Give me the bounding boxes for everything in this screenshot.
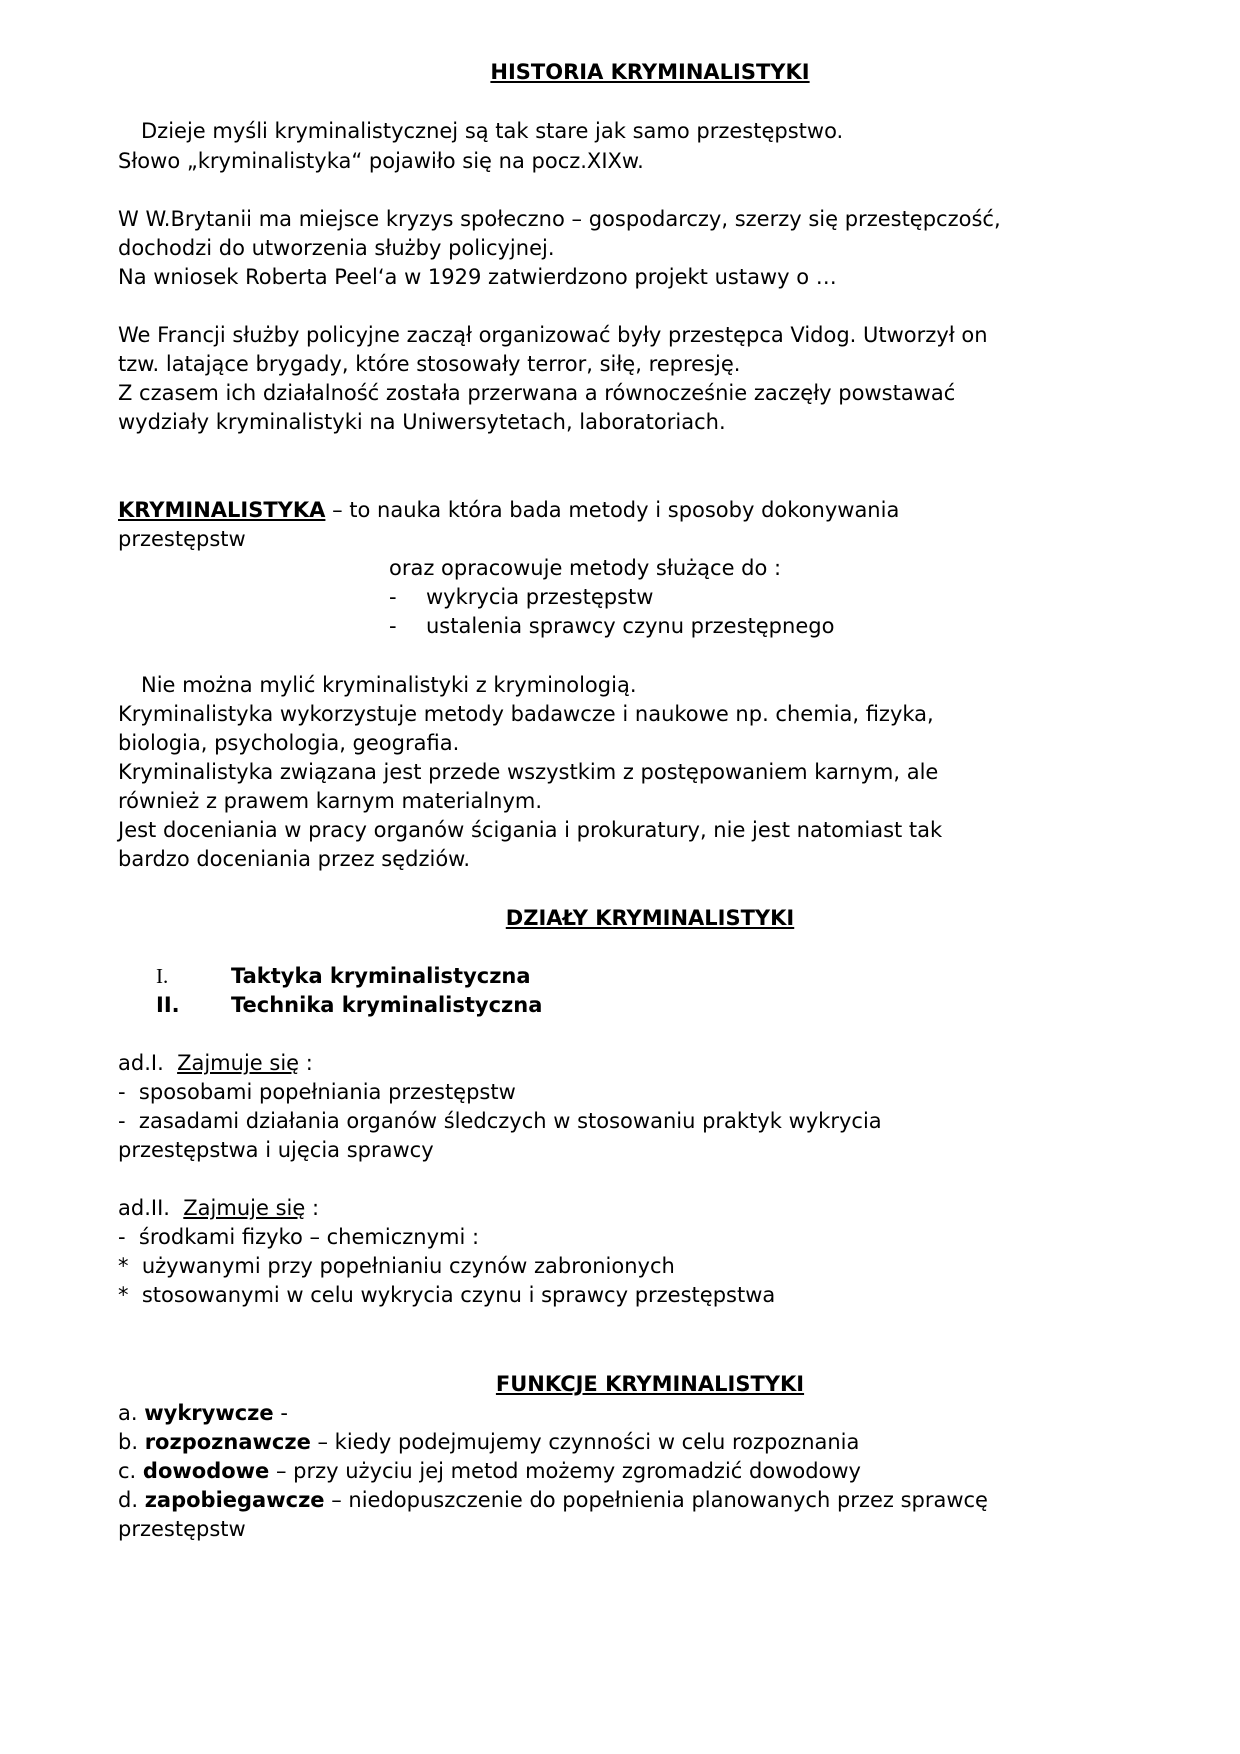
definition-term: KRYMINALISTYKA — [118, 498, 326, 522]
branch-number: II. — [156, 993, 180, 1017]
function-text: - — [273, 1401, 288, 1425]
paragraph-line: bardzo doceniania przez sędziów. — [118, 847, 471, 871]
bullet-dash: - — [389, 614, 397, 638]
branch-label: Taktyka kryminalistyczna — [231, 964, 531, 988]
paragraph-line: biologia, psychologia, geografia. — [118, 731, 460, 755]
paragraph-line: Na wniosek Roberta Peel‘a w 1929 zatwierdzono projekt ustawy o … — [118, 265, 837, 289]
section-heading-branches: DZIAŁY KRYMINALISTYKI — [505, 906, 795, 930]
paragraph-line: Jest doceniania w pracy organów ścigania i prokuratury, nie jest natomiast tak — [118, 818, 943, 842]
paragraph-line: W W.Brytanii ma miejsce kryzys społeczno – gospodarczy, szerzy się przestępczość, — [118, 207, 1001, 231]
function-text: – przy użyciu jej metod możemy zgromadzić dowodowy — [269, 1459, 861, 1483]
definition-item — [389, 612, 834, 641]
ad1-prefix: ad.I. — [118, 1051, 178, 1075]
list-item: - środkami fizyko – chemicznymi : — [118, 1225, 480, 1249]
ad1-suffix: : — [299, 1051, 313, 1075]
paragraph-line: We Francji służby policyjne zaczął organizować były przestępca Vidog. Utworzył on — [118, 323, 988, 347]
ad2-prefix: ad.II. — [118, 1196, 184, 1220]
section-heading-functions: FUNKCJE KRYMINALISTYKI — [495, 1372, 805, 1396]
definition-item-text: ustalenia sprawcy czynu przestępnego — [426, 614, 835, 638]
definition-text: – to nauka która bada metody i sposoby dokonywania — [325, 498, 900, 522]
function-text: – kiedy podejmujemy czynności w celu rozpoznania — [310, 1430, 860, 1454]
paragraph-line: również z prawem karnym materialnym. — [118, 789, 543, 813]
paragraph-line: Dzieje myśli kryminalistycznej są tak stare jak samo przestępstwo. — [141, 119, 844, 143]
function-text: – niedopuszczenie do popełnienia planowanych przez sprawcę — [324, 1488, 988, 1512]
ad1-label: Zajmuje się — [177, 1051, 300, 1075]
ad2-label: Zajmuje się — [183, 1196, 306, 1220]
paragraph-line: dochodzi do utworzenia służby policyjnej. — [118, 236, 555, 260]
paragraph-line: Z czasem ich działalność została przerwana a równocześnie zaczęły powstawać — [118, 381, 956, 405]
paragraph-line: Słowo „kryminalistyka“ pojawiło się na pocz.XIXw. — [118, 149, 644, 173]
list-item: - sposobami popełniania przestępstw — [118, 1080, 516, 1104]
paragraph-line: wydziały kryminalistyki na Uniwersytetach, laboratoriach. — [118, 410, 726, 434]
function-letter: b. — [118, 1430, 145, 1454]
list-item: * używanymi przy popełnianiu czynów zabronionych — [118, 1254, 675, 1278]
branch-item — [156, 962, 531, 991]
function-cont: przestępstw — [118, 1517, 246, 1541]
function-term: dowodowe — [142, 1459, 270, 1483]
ad2-heading — [118, 1194, 319, 1223]
definition-line — [118, 496, 899, 525]
paragraph-line: Kryminalistyka związana jest przede wszystkim z postępowaniem karnym, ale — [118, 760, 939, 784]
paragraph-line: tzw. latające brygady, które stosowały terror, siłę, represję. — [118, 352, 741, 376]
definition-item-text: wykrycia przestępstw — [426, 585, 654, 609]
definition-line2: oraz opracowuje metody służące do : — [389, 556, 782, 580]
ad2-suffix: : — [305, 1196, 320, 1220]
function-letter: a. — [118, 1401, 145, 1425]
list-item: - zasadami działania organów śledczych w stosowaniu praktyk wykrycia — [118, 1109, 882, 1133]
definition-item — [389, 583, 653, 612]
function-term: rozpoznawcze — [144, 1430, 311, 1454]
function-item — [118, 1399, 288, 1428]
list-item: * stosowanymi w celu wykrycia czynu i sprawcy przestępstwa — [118, 1283, 776, 1307]
branch-label: Technika kryminalistyczna — [231, 993, 543, 1017]
function-letter: d. — [118, 1488, 145, 1512]
function-letter: c. — [118, 1459, 143, 1483]
page-title: HISTORIA KRYMINALISTYKI — [490, 60, 810, 84]
ad1-heading — [118, 1049, 313, 1078]
function-item — [118, 1486, 988, 1515]
paragraph-line: Kryminalistyka wykorzystuje metody badawcze i naukowe np. chemia, fizyka, — [118, 702, 934, 726]
function-term: zapobiegawcze — [144, 1488, 325, 1512]
branch-item — [156, 991, 542, 1020]
bullet-dash: - — [389, 585, 397, 609]
definition-cont: przestępstw — [118, 527, 246, 551]
function-term: wykrywcze — [144, 1401, 274, 1425]
function-item — [118, 1457, 861, 1486]
list-item: przestępstwa i ujęcia sprawcy — [118, 1138, 434, 1162]
function-item — [118, 1428, 859, 1457]
paragraph-line: Nie można mylić kryminalistyki z kryminologią. — [141, 673, 637, 697]
branch-number: I. — [156, 964, 169, 988]
